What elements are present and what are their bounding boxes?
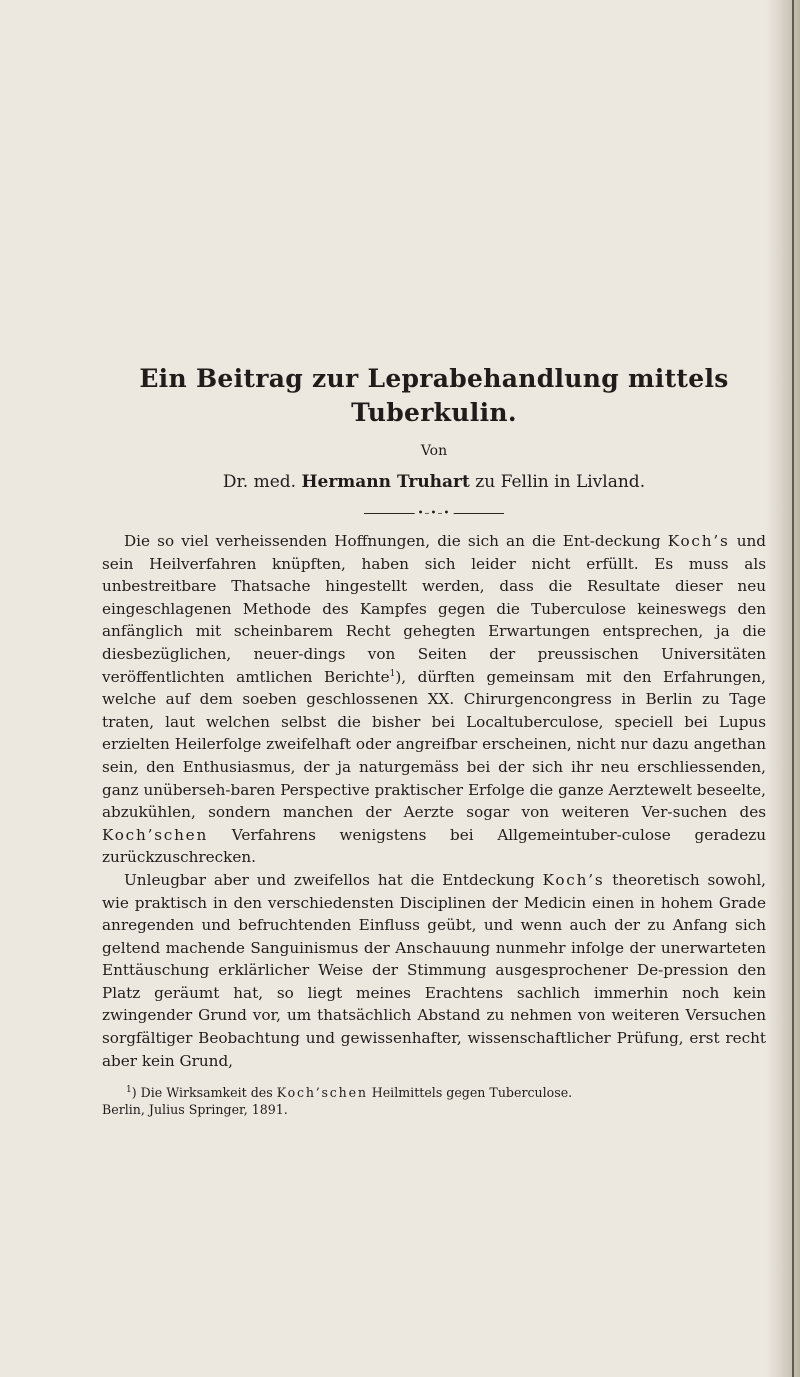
p2-text-a: Unleugbar aber und zweifellos hat die Entdeckung (124, 870, 535, 889)
p1-text-b: und sein Heilverfahren knüpften, haben sich leider nicht erfüllt. Es muss als unbestreitbare Thatsache hingestellt werden, dass die Resultate dieser neu eingeschlagenen Methode des Kampfes gegen die Tuberculose keineswegs den anfänglich mit scheinbarem Recht gehegten Erwartungen entsprechen, ja die diesbezüglichen, neuer-dings von Seiten der preussischen Universitäten veröffentlichten amtlichen Berichte (102, 532, 767, 686)
footnote-line-1 (102, 1084, 766, 1101)
article-title (102, 362, 766, 430)
byline-von: Von (420, 443, 448, 459)
ornament-divider (364, 508, 504, 520)
divider-ornament-icon: •–•–• (415, 508, 454, 520)
author-name: Hermann Truhart (301, 472, 470, 492)
footnote (102, 1084, 766, 1118)
p1-text-d: Verfahrens wenigstens bei Allgemeintuber-culose geradezu zurückzuschrecken. (102, 825, 766, 867)
footnote-koch: Koch’schen (276, 1085, 368, 1101)
author-location: zu Fellin in Livland. (475, 472, 646, 492)
binding-edge-line (792, 0, 794, 1377)
article (102, 362, 766, 1118)
p2-koch: Koch’s (542, 870, 605, 889)
paragraph-1 (102, 530, 766, 869)
p1-text-a: Die so viel verheissenden Hoffnungen, die sich an die Ent-deckung (124, 532, 661, 550)
author-title: Dr. med. (222, 472, 297, 492)
p2-text-b: theoretisch sowohl, wie praktisch in den verschiedensten Disciplinen der Medicin einen in hohem Grade anregenden und befruchtenden Einfluss geübt, und wenn auch der zu Anfang sich geltend machende Sanguinismus der Anschauung nunmehr infolge der unerwarteten Enttäuschung erklärlicher Weise der Stimmung ausgesprochener De-pression den Platz geräumt hat, so liegt meines Erachtens sachlich immerhin noch kein zwingender Grund vor, um thatsächlich Abstand zu nehmen von weiteren Versuchen sorgfältiger Beobachtung und gewissenhafter, wissenschaftlicher Prüfung, erst recht aber kein Grund, (102, 870, 767, 1070)
title-line-2: Tuberkulin. (351, 398, 517, 427)
footnote-text-a: ) Die Wirksamkeit des (131, 1085, 273, 1101)
p1-koch: Koch’s (667, 532, 730, 550)
p1-text-c: ), dürften gemeinsam mit den Erfahrungen, welche auf dem soeben geschlossenen XX. Chirurgencongress in Berlin zu Tage traten, laut welchen selbst die bisher bei Localtuberculose, speciell bei Lupus erzielten Heilerfolge zweifelhaft oder angreifbar erscheinen, nicht nur dazu angethan sein, den Enthusiasmus, der ja naturgemäss bei der sich ihr neu erschliessenden, ganz unüberseh-baren Perspective praktischer Erfolge die ganze Aerztewelt beseelte, abzukühlen, sondern manchen der Aerzte sogar von weiteren Ver-suchen des (102, 667, 767, 822)
p1-koch-2: Koch’schen (102, 825, 209, 844)
byline (102, 470, 766, 494)
footnote-line-2: Berlin, Julius Springer, 1891. (102, 1102, 288, 1118)
paragraph-2 (102, 869, 766, 1072)
title-line-1: Ein Beitrag zur Leprabehandlung mittels (139, 364, 729, 393)
footnote-text-b: Heilmittels gegen Tuberculose. (371, 1085, 573, 1101)
footnote-mark: 1 (126, 1085, 132, 1096)
article-body (102, 530, 766, 1072)
footnote-ref: 1 (389, 668, 396, 679)
page-edge-shadow (766, 0, 800, 1377)
